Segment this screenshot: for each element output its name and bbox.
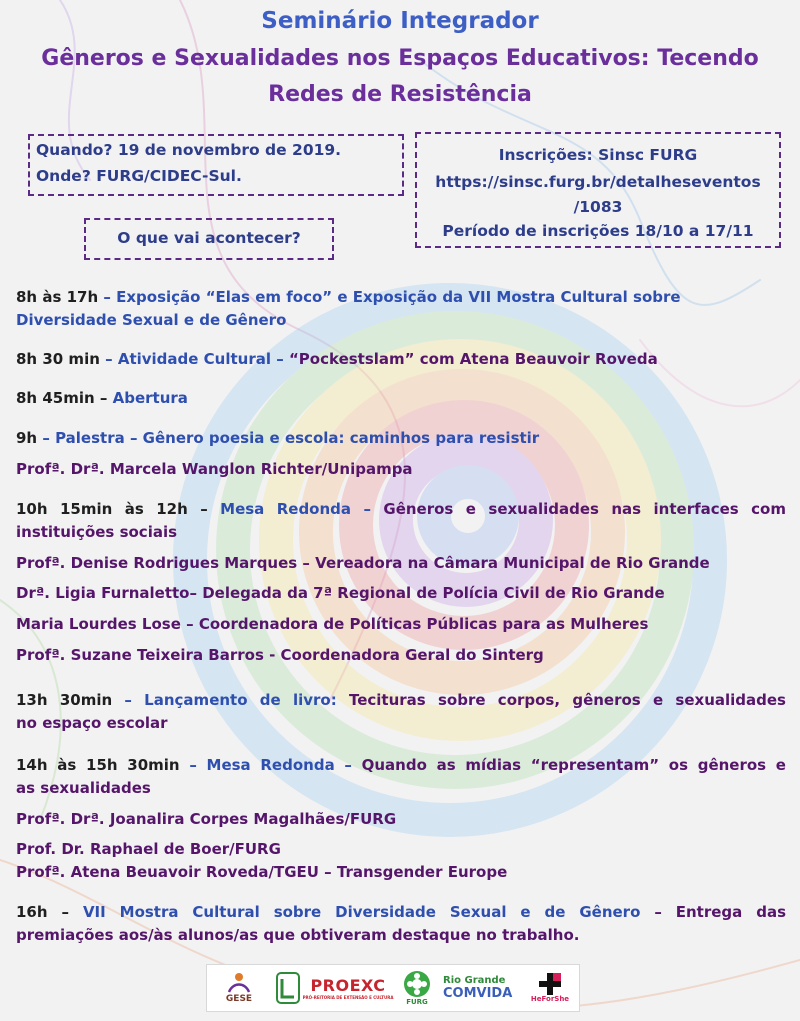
description: Mesa Redonda – xyxy=(220,500,384,518)
furg-emblem-icon xyxy=(275,971,301,1005)
time: 8h às 17h xyxy=(16,288,99,306)
highlight: Gêneros e sexualidades nas interfaces com xyxy=(383,500,786,518)
registration-url-cont[interactable]: /1083 xyxy=(573,198,623,216)
furg-label: FURG xyxy=(406,998,428,1006)
highlight: – Entrega das xyxy=(640,903,786,921)
page-subtitle-line1: Gêneros e Sexualidades nos Espaços Educativos: Tecendo xyxy=(41,46,759,71)
time: 16h xyxy=(16,903,48,921)
schedule-item-7-cont: as sexualidades xyxy=(16,779,151,797)
description: – Mesa Redonda – xyxy=(179,756,362,774)
description: – Exposição “Elas em foco” e Exposição da VII Mostra Cultural sobre xyxy=(98,288,681,306)
speaker: Profª. Drª. Joanalira Corpes Magalhães/FURG xyxy=(16,810,397,828)
speaker: Profª. Drª. Marcela Wanglon Richter/Unipampa xyxy=(16,460,413,478)
sponsor-logos xyxy=(206,964,580,1012)
schedule-item-5-cont: instituições sociais xyxy=(16,523,178,541)
time: 14h às 15h 30min xyxy=(16,756,180,774)
event-location: Onde? FURG/CIDEC-Sul. xyxy=(36,167,242,185)
separator: – xyxy=(187,500,221,518)
gese-figure-icon xyxy=(225,972,253,994)
schedule-item-2 xyxy=(16,348,786,371)
rio-grande-label: Rio Grande xyxy=(443,975,506,986)
highlight: Quando as mídias “representam” os gêneros e xyxy=(361,756,786,774)
page-subtitle-line2: Redes de Resistência xyxy=(268,82,532,107)
registration-label: Inscrições: Sinsc FURG xyxy=(498,146,698,164)
time: 9h xyxy=(16,429,38,447)
speaker: Drª. Ligia Furnaletto– Delegada da 7ª Regional de Polícia Civil de Rio Grande xyxy=(16,584,665,602)
gese-label: GESE xyxy=(225,994,253,1004)
furg-emblem-logo xyxy=(273,965,303,1011)
time: 10h 15min às 12h xyxy=(16,500,188,518)
highlight: Tecituras sobre corpos, gêneros e sexualidades xyxy=(348,691,786,709)
schedule-item-8 xyxy=(16,901,786,924)
schedule-item-4 xyxy=(16,427,786,450)
heforshe-symbol-icon xyxy=(539,973,561,995)
heforshe-logo xyxy=(527,965,573,1011)
speaker: Maria Lourdes Lose – Coordenadora de Políticas Públicas para as Mulheres xyxy=(16,615,649,633)
proexc-label: PROEXC xyxy=(310,976,386,995)
rio-grande-logo xyxy=(443,965,523,1011)
page-title: Seminário Integrador xyxy=(261,8,539,34)
schedule-item-6 xyxy=(16,689,786,712)
description: – Atividade Cultural – xyxy=(99,350,289,368)
time: 13h 30min xyxy=(16,691,113,709)
schedule-item-5 xyxy=(16,498,786,521)
time: 8h 30 min xyxy=(16,350,100,368)
schedule-item-7 xyxy=(16,754,786,777)
flower-icon xyxy=(402,970,432,998)
comvida-label: COMVIDA xyxy=(443,986,513,1001)
description: Abertura xyxy=(112,389,188,407)
separator: – xyxy=(94,389,113,407)
speaker: Prof. Dr. Raphael de Boer/FURG xyxy=(16,840,281,858)
speaker: Profª. Suzane Teixeira Barros - Coordenadora Geral do Sinterg xyxy=(16,646,544,664)
separator: – xyxy=(47,903,83,921)
schedule-item-1 xyxy=(16,286,786,309)
whats-happening-label: O que vai acontecer? xyxy=(117,229,301,247)
heforshe-label: HeForShe xyxy=(530,995,570,1003)
description: – Lançamento de livro: xyxy=(112,691,349,709)
description: VII Mostra Cultural sobre Diversidade Sexual e de Gênero xyxy=(82,903,641,921)
proexc-sub-label: PRÓ-REITORIA DE EXTENSÃO E CULTURA xyxy=(302,995,394,1000)
time: 8h 45min xyxy=(16,389,95,407)
registration-period: Período de inscrições 18/10 a 17/11 xyxy=(442,222,754,240)
furg-logo xyxy=(395,965,439,1011)
speaker: Profª. Atena Beuavoir Roveda/TGEU – Transgender Europe xyxy=(16,863,508,881)
registration-url[interactable]: https://sinsc.furg.br/detalheseventos xyxy=(435,173,761,191)
description: – Palestra – Gênero poesia e escola: caminhos para resistir xyxy=(37,429,540,447)
schedule-item-8-cont: premiações aos/às alunos/as que obtiveram destaque no trabalho. xyxy=(16,926,580,944)
schedule-item-3 xyxy=(16,387,786,410)
gese-logo xyxy=(213,965,265,1011)
speaker: Profª. Denise Rodrigues Marques – Vereadora na Câmara Municipal de Rio Grande xyxy=(16,554,710,572)
highlight: “Pockestslam” com Atena Beauvoir Roveda xyxy=(288,350,658,368)
proexc-logo xyxy=(302,965,394,1011)
schedule-item-1-cont: Diversidade Sexual e de Gênero xyxy=(16,311,287,329)
event-date: Quando? 19 de novembro de 2019. xyxy=(36,141,342,159)
schedule-item-6-cont: no espaço escolar xyxy=(16,714,168,732)
